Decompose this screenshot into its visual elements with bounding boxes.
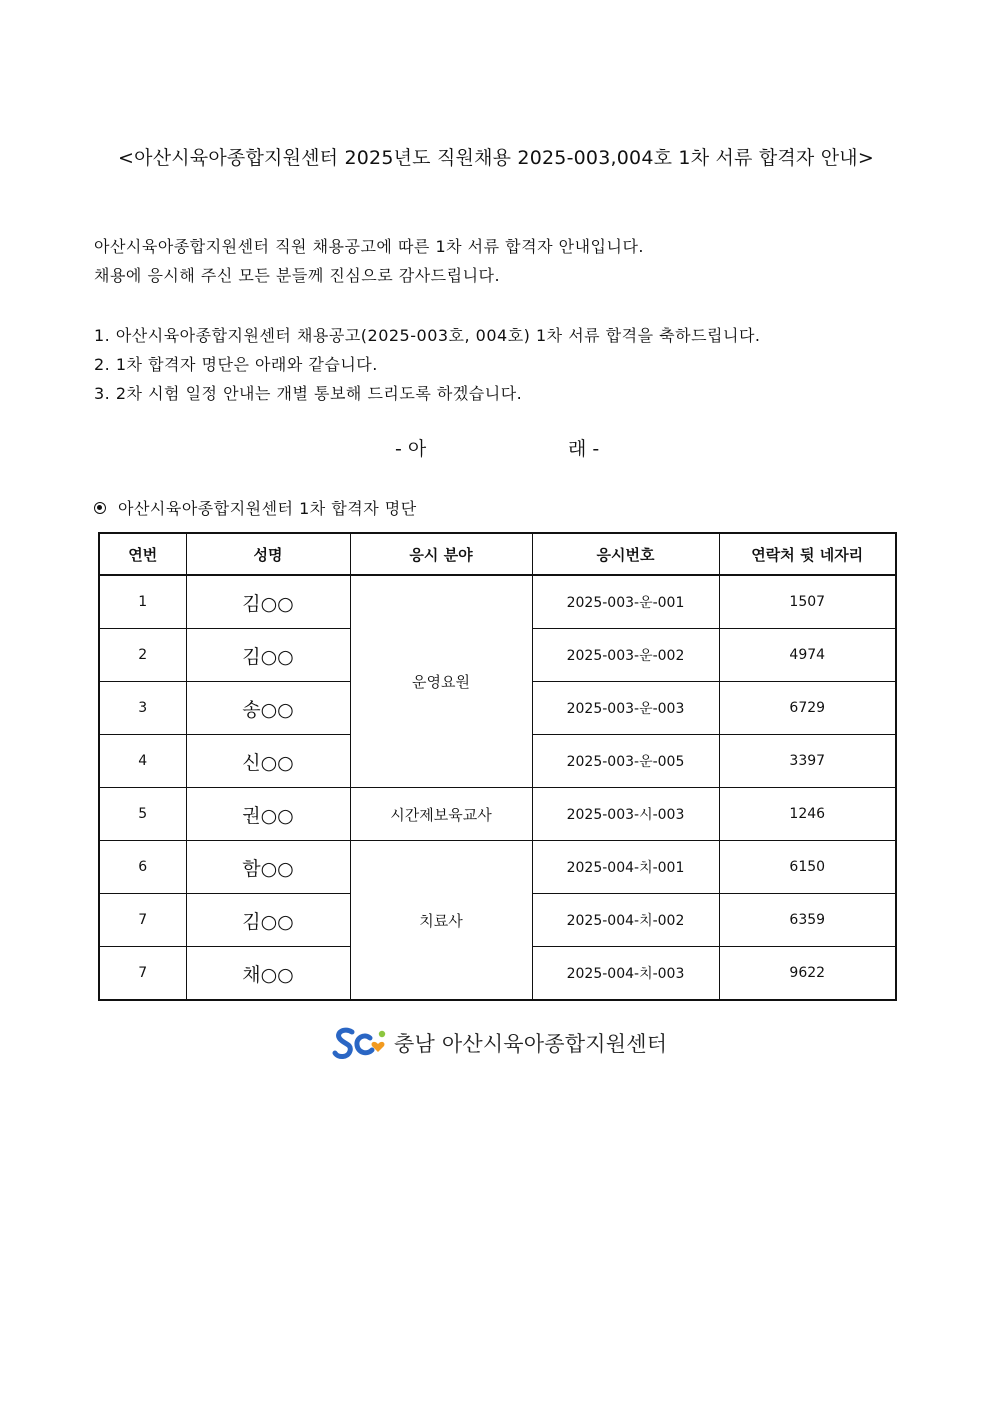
cell-field: 치료사 xyxy=(350,841,532,1001)
notice-item: 1. 아산시육아종합지원센터 채용공고(2025-003호, 004호) 1차 서류 합격을 축하드립니다. xyxy=(94,326,761,345)
cell-name: 신○○ xyxy=(186,735,350,788)
cell-application-number: 2025-004-치-002 xyxy=(532,894,719,947)
cell-application-number: 2025-003-운-002 xyxy=(532,629,719,682)
cell-phone: 6150 xyxy=(719,841,896,894)
header-no: 연번 xyxy=(99,533,186,575)
intro-line: 아산시육아종합지원센터 직원 채용공고에 따른 1차 서류 합격자 안내입니다. xyxy=(94,237,645,256)
table-row xyxy=(99,575,896,629)
notice-item: 3. 2차 시험 일정 안내는 개별 통보해 드리도록 하겠습니다. xyxy=(94,384,523,403)
cell-name: 김○○ xyxy=(186,629,350,682)
cell-phone: 6359 xyxy=(719,894,896,947)
page-title: <아산시육아종합지원센터 2025년도 직원채용 2025-003,004호 1차 서류 합격자 안내> xyxy=(118,147,874,169)
footer-brand xyxy=(332,1024,667,1062)
table-row xyxy=(99,841,896,894)
cell-no: 7 xyxy=(99,947,186,1001)
brand-name: 충남 아산시육아종합지원센터 xyxy=(394,1032,668,1056)
header-application-number: 응시번호 xyxy=(532,533,719,575)
notice-item: 2. 1차 합격자 명단은 아래와 같습니다. xyxy=(94,355,378,374)
cell-name: 채○○ xyxy=(186,947,350,1001)
cell-application-number: 2025-003-운-003 xyxy=(532,682,719,735)
cell-no: 6 xyxy=(99,841,186,894)
cell-application-number: 2025-003-운-001 xyxy=(532,575,719,629)
notice-list xyxy=(94,321,761,408)
section-title: 아산시육아종합지원센터 1차 합격자 명단 xyxy=(118,499,417,518)
cell-phone: 4974 xyxy=(719,629,896,682)
cell-phone: 1246 xyxy=(719,788,896,841)
cell-application-number: 2025-003-운-005 xyxy=(532,735,719,788)
section-heading xyxy=(94,496,417,519)
cell-no: 7 xyxy=(99,894,186,947)
below-heading-right: 래 - xyxy=(568,438,600,460)
cell-no: 4 xyxy=(99,735,186,788)
roster-table xyxy=(98,532,897,1001)
cell-application-number: 2025-004-치-001 xyxy=(532,841,719,894)
cell-name: 송○○ xyxy=(186,682,350,735)
below-heading-left: - 아 xyxy=(395,438,427,460)
cell-phone: 6729 xyxy=(719,682,896,735)
cell-name: 권○○ xyxy=(186,788,350,841)
radio-bullet-icon xyxy=(94,502,106,514)
cell-name: 김○○ xyxy=(186,894,350,947)
cell-no: 1 xyxy=(99,575,186,629)
cell-application-number: 2025-004-치-003 xyxy=(532,947,719,1001)
cell-field: 시간제보육교사 xyxy=(350,788,532,841)
cell-name: 함○○ xyxy=(186,841,350,894)
cell-phone: 3397 xyxy=(719,735,896,788)
header-name: 성명 xyxy=(186,533,350,575)
cell-application-number: 2025-003-시-003 xyxy=(532,788,719,841)
cell-phone: 9622 xyxy=(719,947,896,1001)
header-field: 응시 분야 xyxy=(350,533,532,575)
cell-phone: 1507 xyxy=(719,575,896,629)
cell-no: 5 xyxy=(99,788,186,841)
table-header-row xyxy=(99,533,896,575)
header-phone: 연락처 뒷 네자리 xyxy=(719,533,896,575)
center-logo-icon xyxy=(332,1024,388,1062)
table-row xyxy=(99,788,896,841)
cell-name: 김○○ xyxy=(186,575,350,629)
cell-no: 3 xyxy=(99,682,186,735)
intro-line: 채용에 응시해 주신 모든 분들께 진심으로 감사드립니다. xyxy=(94,266,501,285)
cell-field: 운영요원 xyxy=(350,575,532,788)
intro-text xyxy=(94,232,644,290)
cell-no: 2 xyxy=(99,629,186,682)
